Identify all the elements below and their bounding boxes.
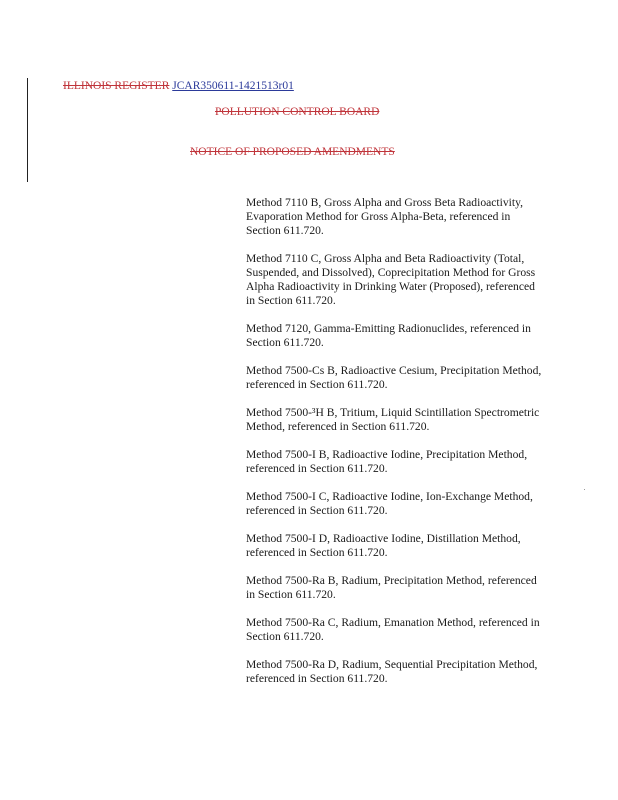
method-entry: Method 7500-Ra B, Radium, Precipitation Method, referenced in Section 611.720.	[246, 574, 537, 601]
register-header	[63, 80, 294, 92]
deleted-notice-title: NOTICE OF PROPOSED AMENDMENTS	[190, 146, 395, 158]
deleted-register-title: ILLINOIS REGISTER	[63, 80, 170, 92]
method-entry: Method 7110 B, Gross Alpha and Gross Beta Radioactivity, Evaporation Method for Gross Alpha-Beta, referenced in Section 611.720.	[246, 196, 524, 237]
method-entry: Method 7500-³H B, Tritium, Liquid Scintillation Spectrometric Method, referenced in Section 611.720.	[246, 406, 540, 433]
revision-change-bar	[27, 78, 28, 182]
method-entry: Method 7120, Gamma-Emitting Radionuclides, referenced in Section 611.720.	[246, 322, 531, 349]
deleted-board-name: POLLUTION CONTROL BOARD	[215, 106, 380, 118]
method-entry: Method 7500-I B, Radioactive Iodine, Precipitation Method, referenced in Section 611.720.	[246, 448, 528, 475]
method-entry: Method 7500-I C, Radioactive Iodine, Ion-Exchange Method, referenced in Section 611.720.	[246, 490, 533, 517]
board-header	[215, 106, 379, 118]
method-entry: Method 7110 C, Gross Alpha and Beta Radioactivity (Total, Suspended, and Dissolved), Coprecipitation Method for Gross Alpha Radioactivity in Drinking Water (Proposed), referenced in Section 611.720.	[246, 252, 536, 307]
method-entry: Method 7500-I D, Radioactive Iodine, Distillation Method, referenced in Section 611.720.	[246, 532, 521, 559]
method-entry: Method 7500-Cs B, Radioactive Cesium, Precipitation Method, referenced in Section 611.720.	[246, 364, 542, 391]
method-entry: Method 7500-Ra C, Radium, Emanation Method, referenced in Section 611.720.	[246, 616, 540, 643]
notice-header	[190, 146, 395, 158]
method-entry: Method 7500-Ra D, Radium, Sequential Precipitation Method, referenced in Section 611.720.	[246, 658, 538, 685]
inserted-jcar-reference: JCAR350611-1421513r01	[172, 80, 294, 92]
method-list	[246, 196, 546, 700]
scan-artifact	[584, 489, 585, 490]
